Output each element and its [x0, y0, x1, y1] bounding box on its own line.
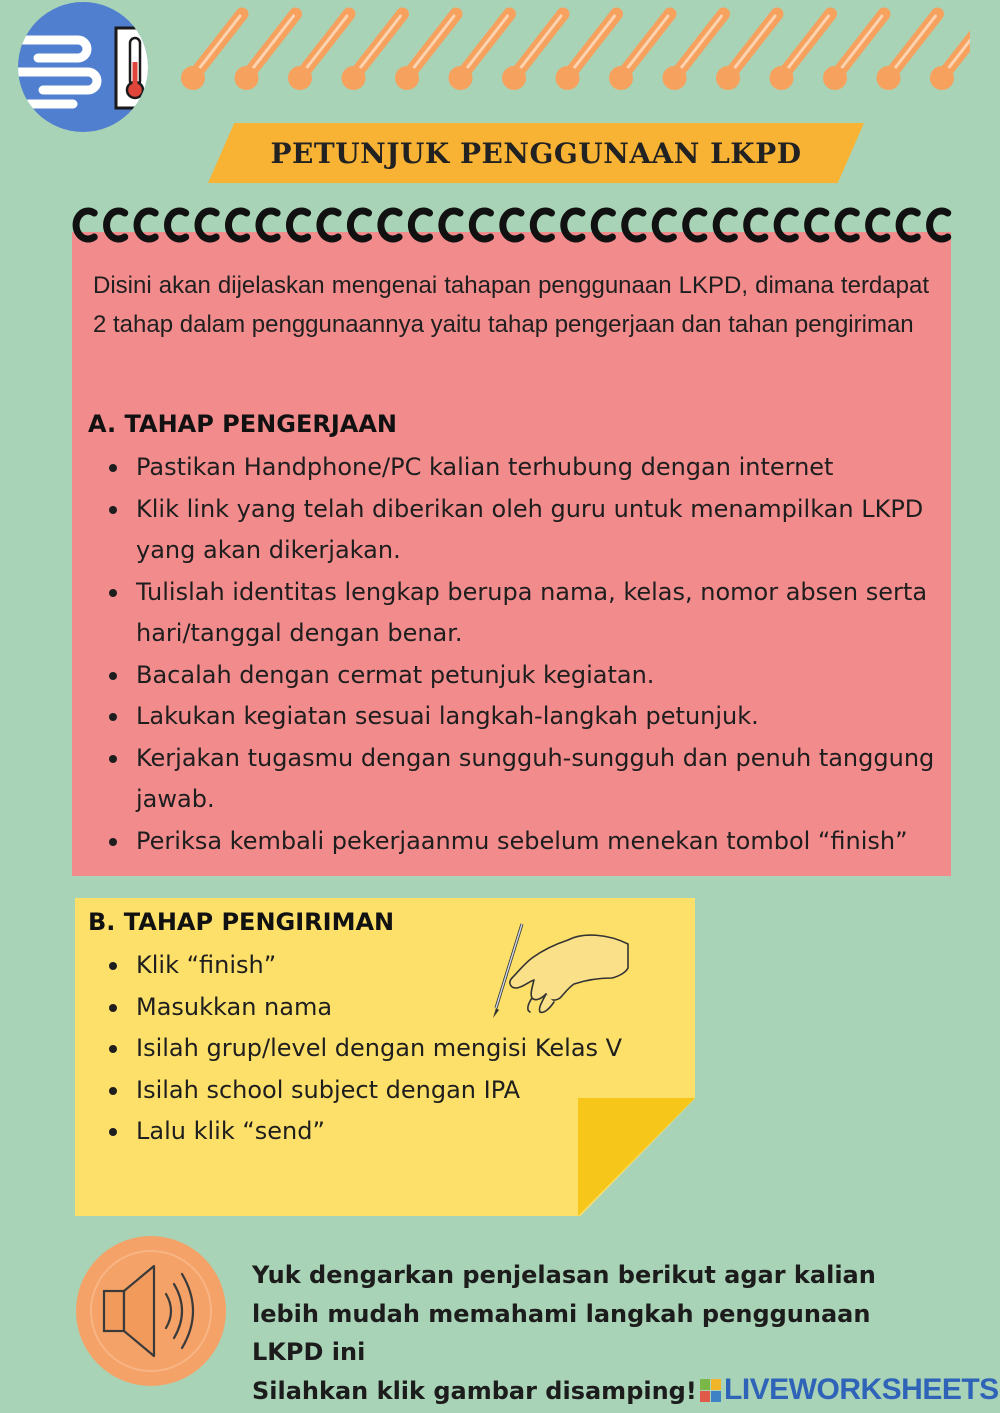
spiral-ring	[107, 211, 125, 239]
spiral-ring	[716, 211, 734, 239]
footer-line: lebih mudah memahami langkah penggunaan	[252, 1299, 871, 1328]
spiral-binding	[70, 203, 954, 245]
spiral-ring	[838, 211, 856, 239]
thermometer-icon	[235, 14, 296, 90]
spiral-ring	[747, 211, 765, 239]
list-item: Bacalah dengan cermat petunjuk kegiatan.	[88, 655, 948, 697]
hand-writing-icon	[488, 922, 633, 1020]
footer-line: LKPD ini	[252, 1338, 366, 1366]
thermometer-icon	[502, 14, 563, 90]
spiral-ring	[137, 211, 155, 239]
spiral-ring	[381, 211, 399, 239]
spiral-ring	[594, 211, 612, 239]
page-title: PETUNJUK PENGGUNAAN LKPD	[270, 137, 802, 170]
thermometer-icon	[823, 14, 884, 90]
spiral-ring	[228, 211, 246, 239]
spiral-ring	[564, 211, 582, 239]
thermometer-icon	[877, 14, 938, 90]
spiral-ring	[625, 211, 643, 239]
thermometer-icon	[288, 14, 349, 90]
spiral-ring	[655, 211, 673, 239]
thermometer-icon	[556, 14, 617, 90]
spiral-ring	[320, 211, 338, 239]
spiral-ring	[168, 211, 186, 239]
thermometer-icon	[663, 14, 724, 90]
thermometer-icon	[716, 14, 777, 90]
intro-paragraph: Disini akan dijelaskan mengenai tahapan penggunaan LKPD, dimana terdapat 2 tahap dalam penggunaannya yaitu tahap pengerjaan dan tahan pengiriman	[93, 272, 929, 338]
footer-line: Silahkan klik gambar disamping!	[252, 1376, 697, 1405]
thermometer-icon	[342, 14, 403, 90]
list-item: Kerjakan tugasmu dengan sungguh-sungguh dan penuh tanggung jawab.	[88, 738, 948, 821]
spiral-ring	[442, 211, 460, 239]
spiral-ring	[533, 211, 551, 239]
spiral-ring	[899, 211, 917, 239]
list-item: Isilah grup/level dengan mengisi Kelas V	[88, 1028, 688, 1070]
section-a-list	[88, 447, 948, 862]
spiral-ring	[411, 211, 429, 239]
speaker-icon[interactable]	[76, 1236, 226, 1386]
thermometer-icon	[770, 14, 831, 90]
liveworksheets-logo-icon	[700, 1379, 722, 1403]
spiral-ring	[76, 211, 94, 239]
spiral-ring	[686, 211, 704, 239]
list-item: Lalu klik “send”	[88, 1111, 688, 1153]
list-item: Klik link yang telah diberikan oleh guru untuk menampilkan LKPD yang akan dikerjakan.	[88, 489, 948, 572]
spiral-ring	[808, 211, 826, 239]
spiral-ring	[259, 211, 277, 239]
spiral-ring	[350, 211, 368, 239]
spiral-ring	[289, 211, 307, 239]
list-item: Lakukan kegiatan sesuai langkah-langkah petunjuk.	[88, 696, 948, 738]
liveworksheets-watermark: LIVEWORKSHEETS	[724, 1373, 999, 1406]
section-a-title: A. TAHAP PENGERJAAN	[88, 410, 397, 438]
list-item: Pastikan Handphone/PC kalian terhubung dengan internet	[88, 447, 948, 489]
spiral-ring	[198, 211, 216, 239]
spiral-ring	[503, 211, 521, 239]
spiral-ring	[472, 211, 490, 239]
thermometer-icon	[181, 14, 242, 90]
list-item: Periksa kembali pekerjaanmu sebelum menekan tombol “finish”	[88, 821, 948, 863]
list-item: Masukkan nama	[88, 987, 688, 1029]
thermometer-icon	[609, 14, 670, 90]
footer-line: Yuk dengarkan penjelasan berikut agar kalian	[252, 1261, 876, 1289]
thermometer-icon	[395, 14, 456, 90]
weather-thermometer-logo-icon	[18, 2, 148, 132]
section-b-title: B. TAHAP PENGIRIMAN	[88, 908, 395, 936]
list-item: Tulislah identitas lengkap berupa nama, kelas, nomor absen serta hari/tanggal dengan benar.	[88, 572, 948, 655]
thermometer-row	[170, 6, 970, 96]
spiral-ring	[930, 211, 948, 239]
list-item: Isilah school subject dengan IPA	[88, 1070, 688, 1112]
weather-logo	[18, 2, 148, 132]
thermometer-icon	[449, 14, 510, 90]
spiral-ring	[777, 211, 795, 239]
spiral-ring	[869, 211, 887, 239]
list-item: Klik “finish”	[88, 945, 688, 987]
